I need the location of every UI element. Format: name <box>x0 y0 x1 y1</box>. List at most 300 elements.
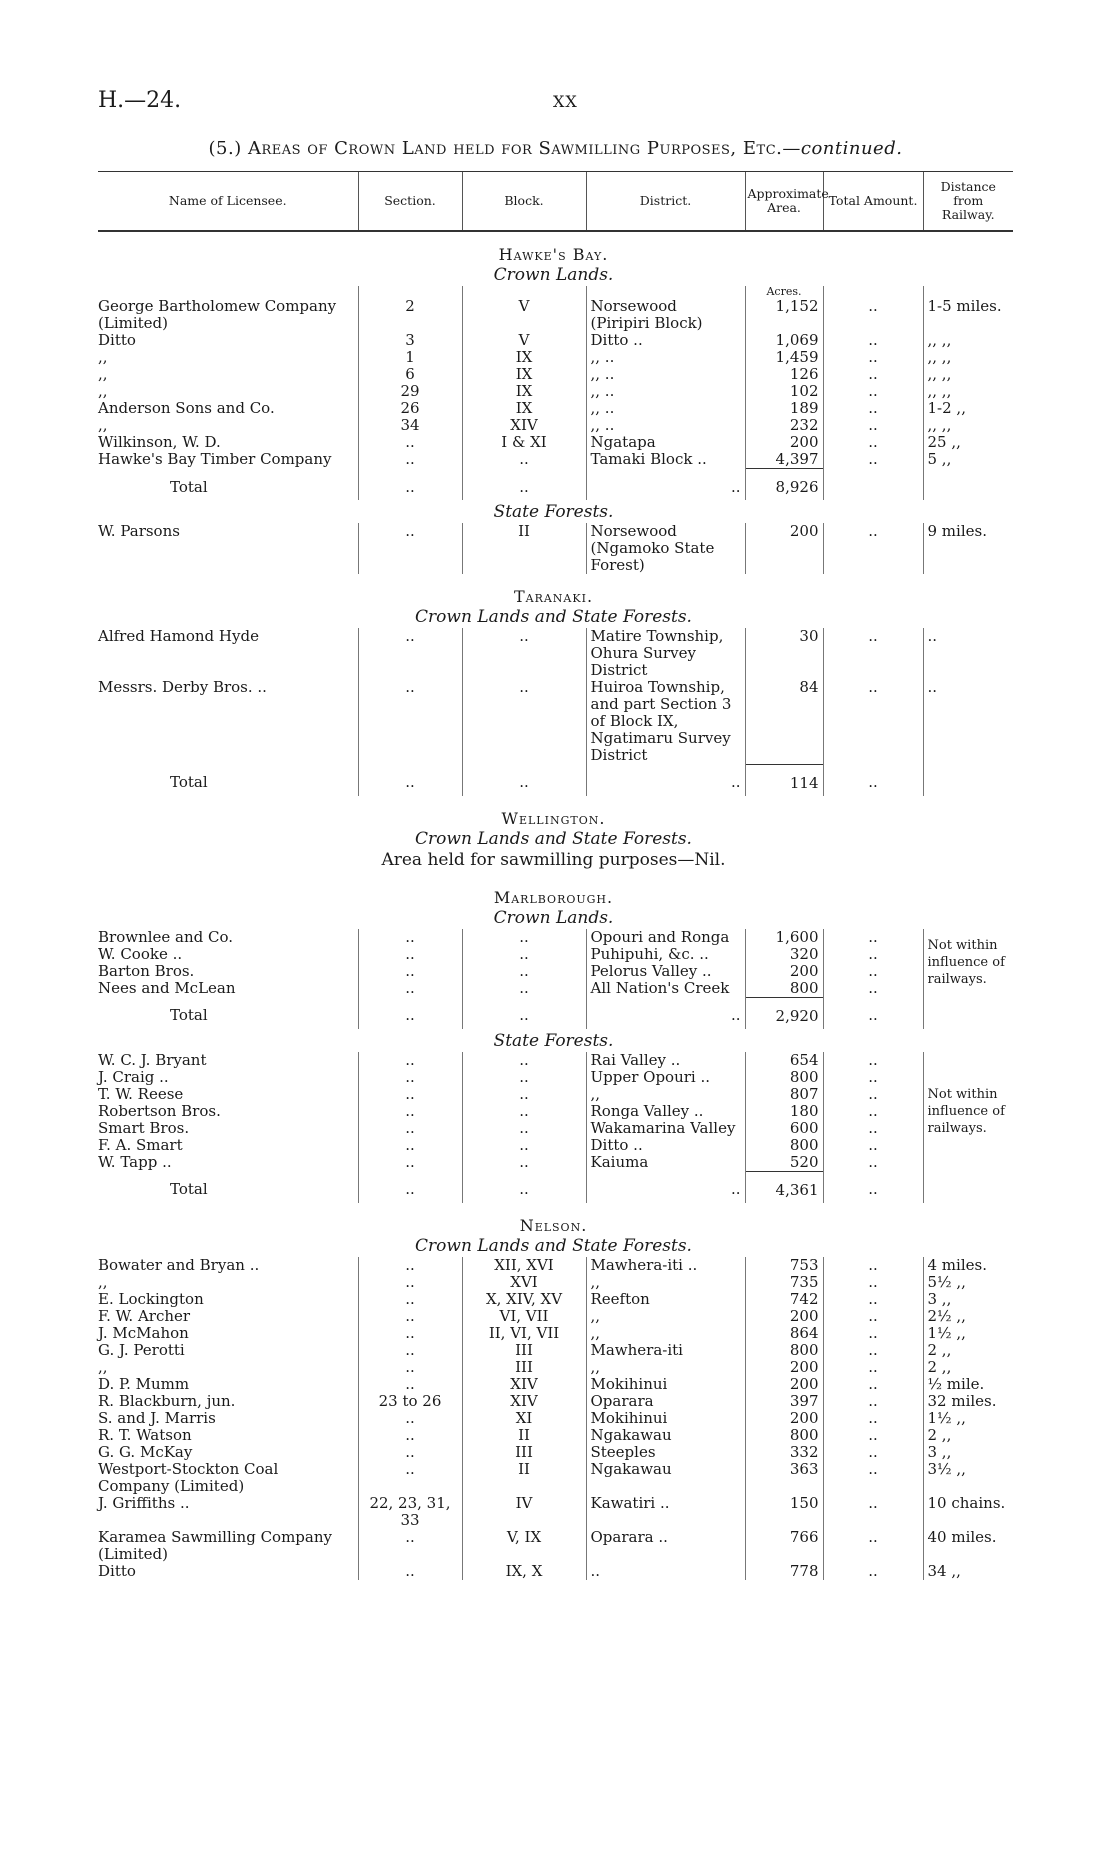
total-label: Total <box>170 773 208 791</box>
licensee-name: ,, <box>98 416 108 434</box>
area-cell: 864 <box>745 1325 823 1342</box>
block-cell: XII, XVI <box>462 1257 586 1274</box>
total-area-cell: 114 <box>745 764 823 796</box>
block-cell: .. <box>462 1154 586 1172</box>
section-cell: .. <box>358 1427 462 1444</box>
section-cell: .. <box>358 1529 462 1563</box>
district-cell: Matire Township, Ohura Survey District <box>586 628 745 679</box>
block-cell: I & XI <box>462 434 586 451</box>
block-cell: IX, X <box>462 1563 586 1580</box>
area-cell: 332 <box>745 1444 823 1461</box>
district-cell: Reefton <box>586 1291 745 1308</box>
district-cell: .. <box>586 764 745 796</box>
district-cell: ,, .. <box>586 366 745 383</box>
subsection-heading: State Forests. <box>493 502 614 522</box>
table-row <box>98 1359 1013 1376</box>
table-row <box>98 1137 1013 1154</box>
total-amount-cell: .. <box>823 417 923 434</box>
railway-distance-cell: 4 miles. <box>923 1257 1013 1274</box>
licensee-name: Anderson Sons and Co. <box>98 399 275 417</box>
railway-distance-cell: 2 ,, <box>923 1359 1013 1376</box>
section-cell: .. <box>358 1154 462 1172</box>
railway-distance-cell: 32 miles. <box>923 1393 1013 1410</box>
block-cell: II <box>462 523 586 574</box>
railway-distance-cell: 2 ,, <box>923 1342 1013 1359</box>
table-row <box>98 1393 1013 1410</box>
col-header-area: Approximate Area. <box>745 172 823 232</box>
railway-distance-cell: ,, ,, <box>923 383 1013 400</box>
section-cell: .. <box>358 628 462 679</box>
district-cell: Huiroa Township, and part Section 3 of Block IX, Ngatimaru Survey District <box>586 679 745 764</box>
section-cell: .. <box>358 1086 462 1103</box>
total-amount-cell: .. <box>823 1427 923 1444</box>
railway-distance-cell: 2 ,, <box>923 1427 1013 1444</box>
railway-distance-cell: 1-5 miles. <box>923 298 1013 332</box>
licensee-name: Alfred Hamond Hyde <box>98 627 259 645</box>
area-cell: 800 <box>745 1342 823 1359</box>
area-cell: 1,459 <box>745 349 823 366</box>
licensee-name: ,, <box>98 1357 108 1376</box>
district-cell: .. <box>586 1171 745 1203</box>
licensee-name: Bowater and Bryan .. <box>98 1255 260 1274</box>
railway-distance-cell <box>923 1171 1013 1203</box>
railway-distance-cell: 25 ,, <box>923 434 1013 451</box>
total-amount-cell: .. <box>823 963 923 980</box>
block-cell: .. <box>462 946 586 963</box>
district-cell: Oparara .. <box>586 1529 745 1563</box>
area-cell: 654 <box>745 1052 823 1069</box>
block-cell: X, XIV, XV <box>462 1291 586 1308</box>
section-cell: .. <box>358 1461 462 1495</box>
section-cell: .. <box>358 764 462 796</box>
total-amount-cell: .. <box>823 764 923 796</box>
section-cell: .. <box>358 946 462 963</box>
subsection-heading: State Forests. <box>493 1030 614 1051</box>
area-cell: 1,069 <box>745 332 823 349</box>
area-cell: 397 <box>745 1393 823 1410</box>
district-cell: Ngakawau <box>586 1427 745 1444</box>
total-area-cell: 4,361 <box>745 1171 823 1203</box>
licensee-name: W. C. J. Bryant <box>98 1050 207 1069</box>
total-amount-cell: .. <box>823 366 923 383</box>
district-cell: All Nation's Creek <box>586 980 745 998</box>
table-row <box>98 400 1013 417</box>
area-cell: 1,152 <box>745 298 823 332</box>
licensee-name: W. Tapp .. <box>98 1152 172 1171</box>
area-cell: 200 <box>745 963 823 980</box>
total-amount-cell: .. <box>823 349 923 366</box>
section-cell: .. <box>358 963 462 980</box>
block-cell: V, IX <box>462 1529 586 1563</box>
table-row <box>98 963 1013 980</box>
col-header-block: Block. <box>462 172 586 232</box>
railway-distance-cell <box>923 997 1013 1029</box>
section-cell: .. <box>358 980 462 998</box>
table-row <box>98 1461 1013 1495</box>
area-cell: 800 <box>745 1137 823 1154</box>
block-cell: .. <box>462 997 586 1029</box>
block-cell: .. <box>462 980 586 998</box>
section-cell: .. <box>358 1376 462 1393</box>
section-cell: .. <box>358 1410 462 1427</box>
railway-distance-cell: ,, ,, <box>923 366 1013 383</box>
table-row <box>98 1342 1013 1359</box>
area-cell: 4,397 <box>745 451 823 469</box>
area-cell: 600 <box>745 1120 823 1137</box>
section-cell: .. <box>358 1257 462 1274</box>
licensee-name: ,, <box>98 1272 108 1291</box>
licensee-name: W. Parsons <box>98 522 180 540</box>
document-reference: H.—24. <box>98 88 182 113</box>
sawmilling-areas-table <box>98 171 1013 1580</box>
district-cell: Kaiuma <box>586 1154 745 1172</box>
section-cell: .. <box>358 1274 462 1291</box>
district-cell: Mawhera-iti <box>586 1342 745 1359</box>
block-cell: .. <box>462 1052 586 1069</box>
total-amount-cell: .. <box>823 1461 923 1495</box>
licensee-name: Smart Bros. <box>98 1118 190 1137</box>
total-amount-cell: .. <box>823 1410 923 1427</box>
block-cell: .. <box>462 1171 586 1203</box>
district-cell: Steeples <box>586 1444 745 1461</box>
section-cell: .. <box>358 1052 462 1069</box>
district-cell: Norsewood (Piripiri Block) <box>586 298 745 332</box>
total-amount-cell: .. <box>823 1274 923 1291</box>
area-cell: 102 <box>745 383 823 400</box>
total-label: Total <box>170 1180 208 1198</box>
total-amount-cell: .. <box>823 1308 923 1325</box>
section-cell: .. <box>358 1325 462 1342</box>
col-header-total: Total Amount. <box>823 172 923 232</box>
railway-distance-cell: ,, ,, <box>923 417 1013 434</box>
section-cell: .. <box>358 1563 462 1580</box>
block-cell: .. <box>462 1069 586 1086</box>
table-row <box>98 1325 1013 1342</box>
licensee-name: Brownlee and Co. <box>98 927 234 946</box>
section-cell: .. <box>358 1359 462 1376</box>
licensee-name: Ditto <box>98 331 136 349</box>
total-amount-cell: .. <box>823 1120 923 1137</box>
document-page <box>98 88 1013 1580</box>
total-amount-cell: .. <box>823 679 923 764</box>
table-row <box>98 298 1013 332</box>
total-row <box>98 1171 1013 1203</box>
table-row <box>98 332 1013 349</box>
table-row <box>98 383 1013 400</box>
railway-distance-cell: .. <box>923 628 1013 679</box>
total-amount-cell: .. <box>823 434 923 451</box>
block-cell: III <box>462 1342 586 1359</box>
block-cell: IX <box>462 383 586 400</box>
licensee-name: W. Cooke .. <box>98 944 183 963</box>
district-cell: .. <box>586 1563 745 1580</box>
block-cell: V <box>462 332 586 349</box>
district-cell: Mokihinui <box>586 1376 745 1393</box>
section-cell: .. <box>358 1103 462 1120</box>
railway-distance-cell: 2½ ,, <box>923 1308 1013 1325</box>
area-cell: 150 <box>745 1495 823 1529</box>
table-row <box>98 451 1013 469</box>
col-header-name: Name of Licensee. <box>98 172 358 232</box>
block-cell: .. <box>462 1120 586 1137</box>
area-cell: 180 <box>745 1103 823 1120</box>
total-amount-cell: .. <box>823 1069 923 1086</box>
licensee-name: Barton Bros. <box>98 961 195 980</box>
total-amount-cell: .. <box>823 1342 923 1359</box>
railway-distance-cell: 5½ ,, <box>923 1274 1013 1291</box>
section-cell: .. <box>358 1291 462 1308</box>
railway-distance-cell: 1½ ,, <box>923 1325 1013 1342</box>
block-cell: .. <box>462 764 586 796</box>
total-amount-cell: .. <box>823 1103 923 1120</box>
total-amount-cell: .. <box>823 1444 923 1461</box>
district-cell: Ngakawau <box>586 1461 745 1495</box>
nil-note: Area held for sawmilling purposes—Nil. <box>381 849 726 870</box>
table-row <box>98 1154 1013 1172</box>
licensee-name: D. P. Mumm <box>98 1374 190 1393</box>
licensee-name: G. J. Perotti <box>98 1340 185 1359</box>
table-row <box>98 1274 1013 1291</box>
licensee-name: ,, <box>98 382 108 400</box>
railway-distance-cell: 3½ ,, <box>923 1461 1013 1495</box>
district-cell: Rai Valley .. <box>586 1052 745 1069</box>
railway-distance-cell: 3 ,, <box>923 1291 1013 1308</box>
total-amount-cell: .. <box>823 1529 923 1563</box>
col-header-railway: Distance from Railway. <box>923 172 1013 232</box>
licensee-name: ,, <box>98 348 108 366</box>
table-row <box>98 1529 1013 1563</box>
total-amount-cell: .. <box>823 1052 923 1069</box>
licensee-name: R. T. Watson <box>98 1425 192 1444</box>
section-cell: .. <box>358 1069 462 1086</box>
block-cell: .. <box>462 628 586 679</box>
area-cell: 766 <box>745 1529 823 1563</box>
block-cell: XIV <box>462 1393 586 1410</box>
licensee-name: George Bartholomew Company (Limited) <box>98 297 337 332</box>
total-amount-cell: .. <box>823 332 923 349</box>
area-cell: 320 <box>745 946 823 963</box>
region-heading: Wellington. <box>501 808 606 828</box>
total-amount-cell: .. <box>823 400 923 417</box>
licensee-name: G. G. McKay <box>98 1442 193 1461</box>
block-cell: XIV <box>462 417 586 434</box>
licensee-name: F. W. Archer <box>98 1306 191 1325</box>
railway-distance-cell: .. <box>923 679 1013 764</box>
block-cell: .. <box>462 469 586 501</box>
railway-distance-cell: 9 miles. <box>923 523 1013 574</box>
total-amount-cell: .. <box>823 946 923 963</box>
area-cell: 200 <box>745 1359 823 1376</box>
section-cell: .. <box>358 929 462 946</box>
licensee-name: ,, <box>98 365 108 383</box>
district-cell: Mokihinui <box>586 1410 745 1427</box>
area-cell: 778 <box>745 1563 823 1580</box>
section-cell: 2 <box>358 298 462 332</box>
table-row <box>98 1410 1013 1427</box>
total-row <box>98 469 1013 501</box>
table-title <box>98 138 1013 159</box>
district-cell: ,, <box>586 1359 745 1376</box>
subsection-heading: Crown Lands. <box>493 907 614 928</box>
section-cell: .. <box>358 1120 462 1137</box>
units-label: Acres. <box>745 286 823 298</box>
district-cell: Ronga Valley .. <box>586 1103 745 1120</box>
table-row <box>98 1308 1013 1325</box>
total-amount-cell: .. <box>823 1291 923 1308</box>
section-cell: .. <box>358 434 462 451</box>
area-cell: 232 <box>745 417 823 434</box>
total-amount-cell: .. <box>823 1376 923 1393</box>
area-cell: 200 <box>745 1308 823 1325</box>
section-cell: .. <box>358 997 462 1029</box>
total-amount-cell: .. <box>823 929 923 946</box>
block-cell: .. <box>462 929 586 946</box>
district-cell: ,, <box>586 1274 745 1291</box>
railway-distance-cell: ½ mile. <box>923 1376 1013 1393</box>
railway-distance-cell <box>923 764 1013 796</box>
district-cell: Opouri and Ronga <box>586 929 745 946</box>
section-cell: 34 <box>358 417 462 434</box>
subsection-heading: Crown Lands and State Forests. <box>415 1235 692 1256</box>
region-heading: Hawke's Bay. <box>498 245 609 264</box>
area-cell: 200 <box>745 1410 823 1427</box>
district-cell: Kawatiri .. <box>586 1495 745 1529</box>
total-amount-cell: .. <box>823 383 923 400</box>
table-row <box>98 1103 1013 1120</box>
table-row <box>98 980 1013 998</box>
table-row <box>98 349 1013 366</box>
railway-note: Not within influence of railways. <box>923 1052 1013 1172</box>
subsection-heading: Crown Lands and State Forests. <box>415 828 692 849</box>
block-cell: .. <box>462 679 586 764</box>
block-cell: IX <box>462 349 586 366</box>
total-area-cell: 2,920 <box>745 997 823 1029</box>
section-cell: .. <box>358 1171 462 1203</box>
area-cell: 520 <box>745 1154 823 1172</box>
table-row <box>98 417 1013 434</box>
total-amount-cell: .. <box>823 451 923 469</box>
section-cell: .. <box>358 1137 462 1154</box>
licensee-name: F. A. Smart <box>98 1135 183 1154</box>
total-amount-cell: .. <box>823 1154 923 1172</box>
district-cell: Oparara <box>586 1393 745 1410</box>
total-amount-cell: .. <box>823 1563 923 1580</box>
block-cell: XVI <box>462 1274 586 1291</box>
table-title-main: (5.) Areas of Crown Land held for Sawmilling Purposes, Etc.— <box>208 138 801 159</box>
district-cell: Ngatapa <box>586 434 745 451</box>
section-cell: .. <box>358 469 462 501</box>
railway-distance-cell: 40 miles. <box>923 1529 1013 1563</box>
licensee-name: Robertson Bros. <box>98 1101 221 1120</box>
section-cell: 23 to 26 <box>358 1393 462 1410</box>
district-cell: Ditto .. <box>586 1137 745 1154</box>
district-cell: .. <box>586 469 745 501</box>
district-cell: Norsewood (Ngamoko State Forest) <box>586 523 745 574</box>
table-title-continued: continued. <box>800 138 903 159</box>
licensee-name: Westport-Stockton Coal Company (Limited) <box>98 1459 279 1495</box>
licensee-name: Ditto <box>98 1561 136 1580</box>
railway-distance-cell: 10 chains. <box>923 1495 1013 1529</box>
block-cell: V <box>462 298 586 332</box>
area-cell: 200 <box>745 523 823 574</box>
table-row <box>98 628 1013 679</box>
block-cell: .. <box>462 1137 586 1154</box>
col-header-district: District. <box>586 172 745 232</box>
section-cell: 26 <box>358 400 462 417</box>
region-heading: Marlborough. <box>493 887 614 907</box>
block-cell: III <box>462 1359 586 1376</box>
subsection-heading: Crown Lands. <box>493 265 614 285</box>
area-cell: 84 <box>745 679 823 764</box>
railway-distance-cell: 3 ,, <box>923 1444 1013 1461</box>
licensee-name: E. Lockington <box>98 1289 204 1308</box>
district-cell: ,, .. <box>586 417 745 434</box>
total-amount-cell: .. <box>823 523 923 574</box>
railway-note: Not within influence of railways. <box>923 929 1013 998</box>
district-cell: Mawhera-iti .. <box>586 1257 745 1274</box>
block-cell: II <box>462 1427 586 1444</box>
area-cell: 807 <box>745 1086 823 1103</box>
total-amount-cell: .. <box>823 1495 923 1529</box>
block-cell: II, VI, VII <box>462 1325 586 1342</box>
district-cell: Puhipuhi, &c. .. <box>586 946 745 963</box>
subsection-heading: Crown Lands and State Forests. <box>415 607 692 627</box>
licensee-name: Messrs. Derby Bros. .. <box>98 678 267 696</box>
table-row <box>98 929 1013 946</box>
table-row <box>98 523 1013 574</box>
licensee-name: Wilkinson, W. D. <box>98 433 221 451</box>
total-amount-cell: .. <box>823 1359 923 1376</box>
section-cell: 29 <box>358 383 462 400</box>
section-cell: 6 <box>358 366 462 383</box>
block-cell: IX <box>462 366 586 383</box>
section-cell: .. <box>358 523 462 574</box>
area-cell: 200 <box>745 434 823 451</box>
area-cell: 126 <box>745 366 823 383</box>
licensee-name: R. Blackburn, jun. <box>98 1391 236 1410</box>
district-cell: Wakamarina Valley <box>586 1120 745 1137</box>
block-cell: .. <box>462 1103 586 1120</box>
table-row <box>98 946 1013 963</box>
column-header-row <box>98 172 1013 232</box>
region-heading: Taranaki. <box>513 587 594 606</box>
total-area-cell: 8,926 <box>745 469 823 501</box>
licensee-name: T. W. Reese <box>98 1084 184 1103</box>
area-cell: 742 <box>745 1291 823 1308</box>
block-cell: XI <box>462 1410 586 1427</box>
licensee-name: J. Craig .. <box>98 1067 169 1086</box>
total-amount-cell: .. <box>823 1086 923 1103</box>
total-row <box>98 764 1013 796</box>
block-cell: II <box>462 1461 586 1495</box>
railway-distance-cell: 5 ,, <box>923 451 1013 469</box>
area-cell: 753 <box>745 1257 823 1274</box>
block-cell: .. <box>462 1086 586 1103</box>
section-cell: 22, 23, 31, 33 <box>358 1495 462 1529</box>
area-cell: 363 <box>745 1461 823 1495</box>
total-label: Total <box>170 477 208 496</box>
block-cell: XIV <box>462 1376 586 1393</box>
district-cell: Tamaki Block .. <box>586 451 745 469</box>
total-amount-cell: .. <box>823 1325 923 1342</box>
area-cell: 735 <box>745 1274 823 1291</box>
block-cell: VI, VII <box>462 1308 586 1325</box>
table-row <box>98 679 1013 764</box>
section-cell: .. <box>358 1308 462 1325</box>
table-row <box>98 1120 1013 1137</box>
section-cell: .. <box>358 451 462 469</box>
total-amount-cell <box>823 469 923 501</box>
